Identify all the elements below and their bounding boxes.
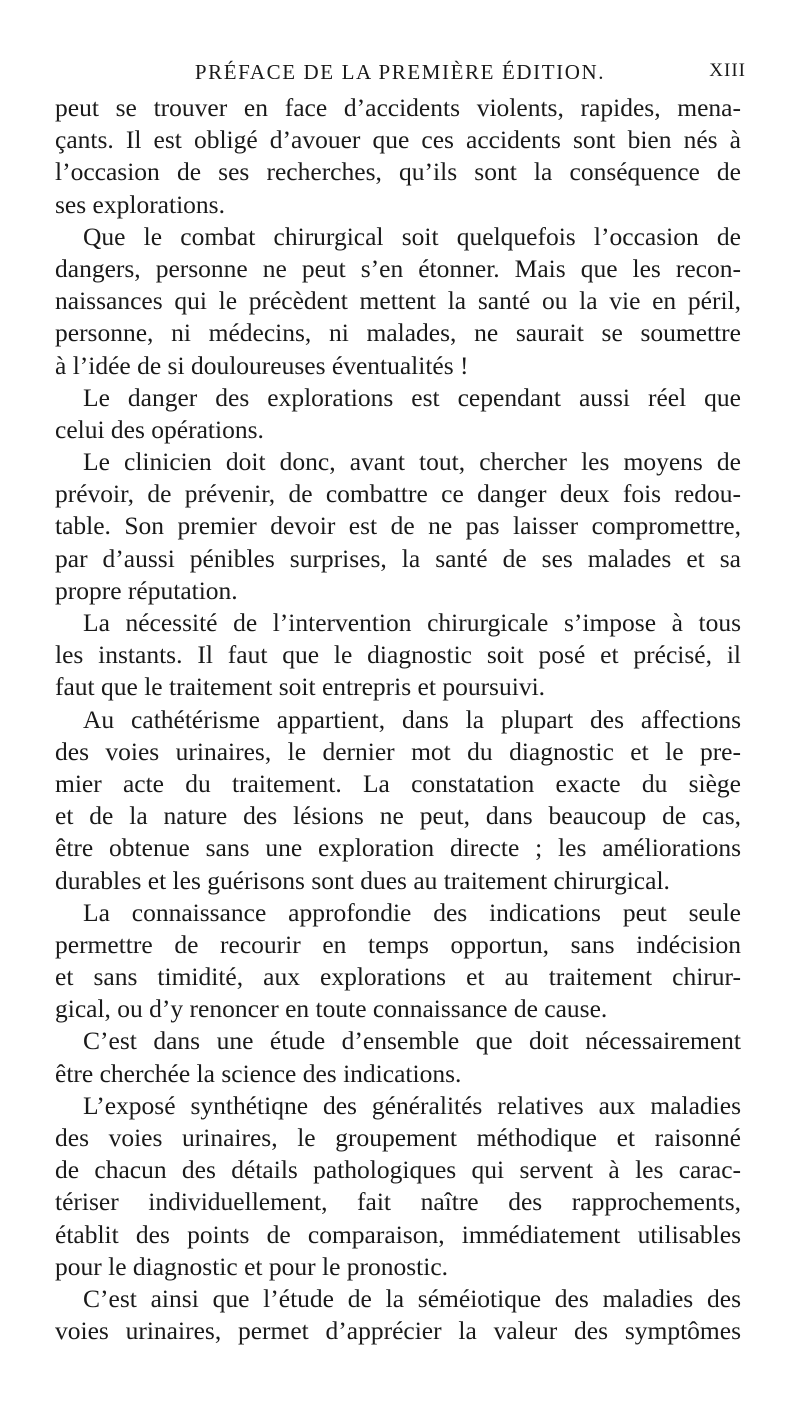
text-line: ses explorations. <box>55 189 225 219</box>
text-line: et sans timidité, aux explorations et au traitement chirur- <box>55 962 741 992</box>
text-line: peut se trouver en face d’accidents violents, rapides, mena- <box>55 93 741 122</box>
text-line: l’occasion de ses recherches, qu’ils sont la conséquence de <box>55 157 741 187</box>
text-line: dangers, personne ne peut s’en étonner. Mais que les recon- <box>55 253 741 283</box>
running-head <box>0 56 800 86</box>
text-line: gical, ou d’y renoncer en toute connaissance de cause. <box>55 994 608 1024</box>
text-line: voies urinaires, permet d’apprécier la valeur des symptômes <box>55 1316 741 1346</box>
text-line: à l’idée de si douloureuses éventualités ! <box>55 350 469 380</box>
page-number: XIII <box>709 60 746 81</box>
text-line: naissances qui le précèdent mettent la santé ou la vie en péril, <box>55 286 741 316</box>
text-line: permettre de recourir en temps opportun, sans indécision <box>55 929 741 959</box>
text-line: des voies urinaires, le dernier mot du diagnostic et le pre- <box>55 736 741 766</box>
text-line: établit des points de comparaison, immédiatement utilisables <box>55 1219 741 1249</box>
text-line: propre réputation. <box>55 575 238 605</box>
text-line: durables et les guérisons sont dues au traitement chirurgical. <box>55 865 670 895</box>
text-line: çants. Il est obligé d’avouer que ces accidents sont bien nés à <box>55 125 741 155</box>
text-line: tériser individuellement, fait naître des rapprochements, <box>55 1187 741 1217</box>
text-line: être obtenue sans une exploration directe ; les améliorations <box>55 833 741 863</box>
text-line: par d’aussi pénibles surprises, la santé de ses malades et sa <box>55 543 741 573</box>
body-text <box>55 92 741 1347</box>
text-line: prévoir, de prévenir, de combattre ce danger deux fois redou- <box>55 479 741 509</box>
text-line: des voies urinaires, le groupement méthodique et raisonné <box>55 1123 741 1152</box>
text-line: Le danger des explorations est cependant aussi réel que <box>83 382 741 412</box>
text-line: être cherchée la science des indications. <box>55 1058 462 1088</box>
text-line: Le clinicien doit donc, avant tout, chercher les moyens de <box>83 447 741 477</box>
text-line: de chacun des détails pathologiques qui servent à les carac- <box>55 1155 741 1185</box>
text-line: personne, ni médecins, ni malades, ne saurait se soumettre <box>55 318 741 348</box>
text-line: les instants. Il faut que le diagnostic soit posé et précisé, il <box>55 640 741 670</box>
text-line: table. Son premier devoir est de ne pas laisser compromettre, <box>55 511 741 541</box>
text-line: celui des opérations. <box>55 414 264 444</box>
text-line: mier acte du traitement. La constatation exacte du siège <box>55 768 741 798</box>
text-line: La nécessité de l’intervention chirurgicale s’impose à tous <box>83 608 741 637</box>
text-line: C’est ainsi que l’étude de la séméiotique des maladies des <box>83 1283 741 1313</box>
text-line: et de la nature des lésions ne peut, dans beaucoup de cas, <box>55 801 741 831</box>
text-line: C’est dans une étude d’ensemble que doit nécessairement <box>83 1026 741 1056</box>
text-line: La connaissance approfondie des indications peut seule <box>83 897 741 927</box>
running-title: PRÉFACE DE LA PREMIÈRE ÉDITION. <box>194 60 606 84</box>
text-line: Au cathétérisme appartient, dans la plupart des affections <box>83 704 741 734</box>
text-line: L’exposé synthétiqne des généralités relatives aux maladies <box>83 1090 741 1120</box>
text-line: faut que le traitement soit entrepris et poursuivi. <box>55 672 546 702</box>
text-line: Que le combat chirurgical soit quelquefois l’occasion de <box>83 221 741 251</box>
text-line: pour le diagnostic et pour le pronostic. <box>55 1251 449 1281</box>
